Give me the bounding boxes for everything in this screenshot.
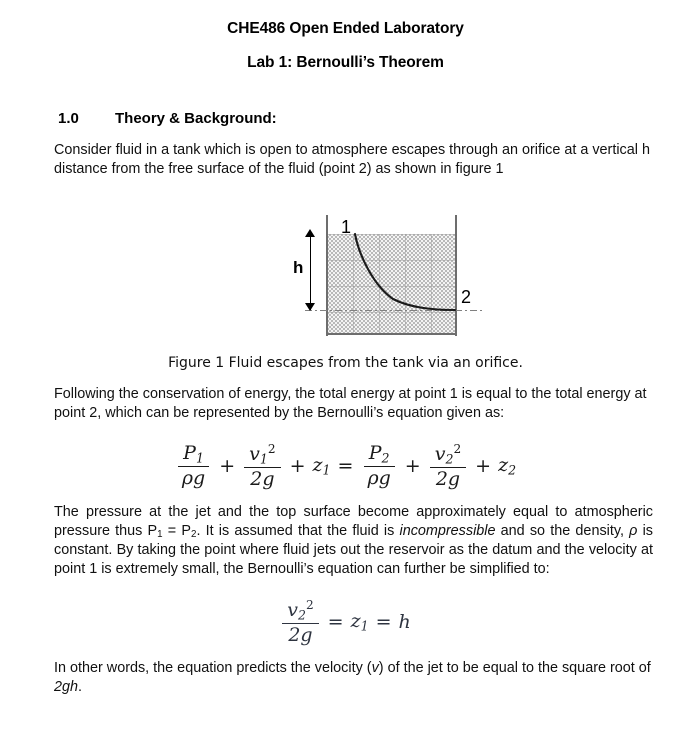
- final-text-2: ) of the jet to be equal to the square root of: [378, 659, 651, 676]
- jet-trajectory-curve: [293, 193, 458, 340]
- operator-equals: =: [327, 610, 344, 633]
- operator-plus: +: [404, 454, 421, 477]
- equation-simplified: [33, 579, 658, 645]
- height-label: h: [293, 258, 304, 278]
- term-z2: z2: [498, 454, 517, 478]
- fraction-v2sq-2g: $\frac{v2^2}{2g}$: [430, 443, 466, 489]
- pressure-text-3: . It is assumed that the fluid is: [196, 522, 400, 539]
- operator-plus: +: [289, 454, 306, 477]
- final-text-1: In other words, the equation predicts the velocity (: [54, 659, 372, 676]
- term-z1-simplified: z1: [350, 610, 369, 634]
- document-title: CHE486 Open Ended Laboratory: [227, 20, 464, 37]
- section-title: Theory & Background:: [115, 110, 277, 127]
- pressure-rho-symbol: ρ: [629, 522, 638, 539]
- operator-equals: =: [337, 454, 354, 477]
- paragraph-conservation: Following the conservation of energy, the total energy at point 1 is equal to the total energy at point 2, which can be represented by the Bernoulli’s equation given as:: [54, 386, 647, 422]
- operator-plus: +: [475, 454, 492, 477]
- final-italic-2gh: 2gh: [54, 678, 79, 695]
- pressure-italic-incompressible: incompressible: [399, 522, 496, 539]
- final-text-3: .: [78, 678, 83, 695]
- fraction-v1sq-2g: $\frac{v1^2}{2g}$: [244, 443, 280, 489]
- figure-caption: Figure 1 Fluid escapes from the tank via an orifice.: [168, 355, 523, 372]
- term-z1: z1: [312, 454, 331, 478]
- section-heading: [33, 72, 658, 127]
- paragraph-intro: Consider fluid in a tank which is open to atmosphere escapes through an orifice at a vertical h distance from the free surface of the fluid (point 2) as shown in figure 1: [54, 142, 650, 177]
- pressure-sub-1: 1: [157, 528, 163, 540]
- point-2-label: 2: [461, 287, 472, 308]
- paragraph-final: [33, 645, 658, 696]
- fraction-p1-rhog: $\frac{P1}{\rho g}$: [177, 443, 210, 488]
- pressure-text-5: is constant. By taking the point where fluid jets out the reservoir as the datum and the velocity at point 1 is extremely small, the Bernoulli’s equation can further be simplified to:: [54, 522, 653, 578]
- final-italic-v: v: [371, 659, 379, 676]
- pressure-text-1: The pressure at the jet and the top surface become approximately equal to atmospheric pressure thus P: [54, 503, 653, 539]
- fraction-v2sq-2g-simplified: $\frac{v2^2}{2g}$: [282, 599, 318, 645]
- equation-bernoulli: [33, 423, 658, 489]
- pressure-text-2: = P: [162, 522, 191, 539]
- section-number: 1.0: [58, 110, 79, 127]
- operator-equals: =: [375, 610, 392, 633]
- paragraph-pressure: [33, 489, 658, 579]
- tank-diagram: [293, 193, 472, 340]
- pressure-text-4: and so the density,: [495, 522, 630, 539]
- document-subtitle: Lab 1: Bernoulli’s Theorem: [247, 54, 444, 71]
- fraction-p2-rhog: $\frac{P2}{\rho g}$: [362, 443, 395, 488]
- figure-1: [33, 188, 658, 353]
- term-h: h: [398, 610, 411, 633]
- point-1-label: 1: [341, 217, 352, 238]
- pressure-sub-2: 2: [190, 528, 197, 540]
- operator-plus: +: [219, 454, 236, 477]
